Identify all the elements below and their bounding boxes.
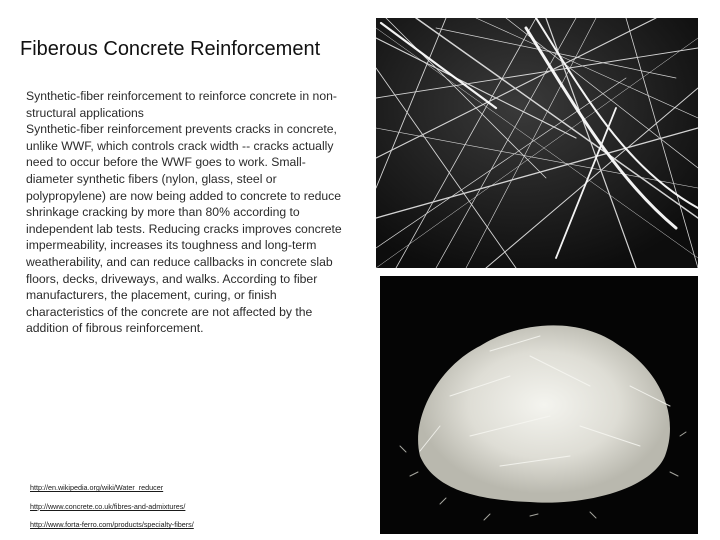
fiber-pile-photo [380, 276, 698, 534]
paragraph-details: Synthetic-fiber reinforcement prevents cracks in concrete, unlike WWF, which controls crack width -- cracks actually need to occur before the WWF goes to work. Small-diameter synthetic fibers (nylon, glass, steel or polypropylene) are now being added to concrete to reduce shrinkage cracking by more than 80% according to independent lab tests. Reducing cracks improves concrete impermeability, increases its toughness and long-term weatherability, and can reduce callbacks in concrete slab floors, decks, driveways, and walks. According to fiber manufacturers, the placement, curing, or finish characteristics of the concrete are not affected by the addition of fibrous reinforcement. [26, 122, 342, 336]
paragraph-intro: Synthetic-fiber reinforcement to reinforce concrete in non-structural applications [26, 89, 337, 120]
synthetic-fibers-closeup-photo [376, 18, 698, 268]
link-water-reducer[interactable]: http://en.wikipedia.org/wiki/Water_reducer [30, 483, 164, 492]
body-text [26, 88, 344, 337]
slide-title: Fiberous Concrete Reinforcement [20, 38, 321, 60]
link-fibres-admixtures[interactable]: http://www.concrete.co.uk/fibres-and-admixtures/ [30, 501, 186, 511]
reference-links [30, 484, 360, 540]
link-specialty-fibers[interactable]: http://www.forta-ferro.com/products/specialty-fibers/ [30, 520, 194, 529]
